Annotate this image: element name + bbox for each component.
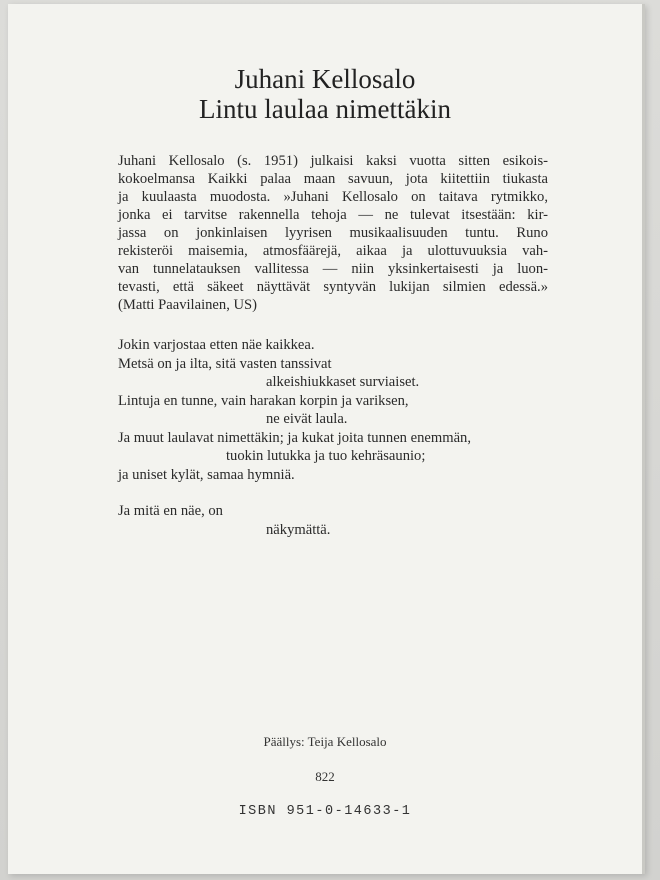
poem-line: alkeishiukkaset surviaiset.	[266, 374, 420, 390]
blurb-text	[118, 152, 548, 314]
poem-line: Metsä on ja ilta, sitä vasten tanssivat	[118, 355, 332, 372]
blurb-line: van tunnelatauksen vallitessa — niin yksinkertaisesti ja luon-	[118, 261, 548, 277]
poem-line: tuokin lutukka ja tuo kehräsaunio;	[226, 448, 426, 464]
blurb-line: rekisteröi maisemia, atmosfäärejä, aikaa ja ulottuvuuksia vah-	[118, 243, 548, 259]
blurb-line: kokoelmansa Kaikki palaa maan savuun, jota kiitettiin tiukasta	[118, 171, 548, 187]
poem-line: ne eivät laula.	[266, 411, 348, 427]
blurb-line: tevasti, että säkeet näyttävät syntyvän lukijan silmien edessä.»	[118, 279, 548, 295]
author-name: Juhani Kellosalo	[234, 64, 416, 94]
blurb-line: ja kuulaasta muodosta. »Juhani Kellosalo on taitava rytmikko,	[118, 189, 548, 205]
cover-credit: Päällys: Teija Kellosalo	[263, 734, 387, 749]
series-number: 822	[315, 769, 335, 784]
poem-line: ja uniset kylät, samaa hymniä.	[118, 466, 295, 483]
poem-line: näkymättä.	[266, 521, 331, 538]
blurb-line: Juhani Kellosalo (s. 1951) julkaisi kaksi vuotta sitten esikois-	[118, 153, 548, 169]
poem-line: Ja muut laulavat nimettäkin; ja kukat joita tunnen enemmän,	[118, 429, 471, 446]
poem-line: Ja mitä en näe, on	[118, 503, 223, 519]
poem-line: Lintuja en tunne, vain harakan korpin ja variksen,	[118, 392, 409, 409]
book-title: Lintu laulaa nimettäkin	[199, 94, 451, 124]
book-back-cover	[8, 4, 645, 874]
blurb-line: jonka ei tarvitse rakennella tehoja — ne tulevat itsestään: kir-	[118, 207, 548, 223]
isbn: ISBN 951-0-14633-1	[238, 804, 412, 819]
blurb-line: jassa on jonkinlaisen lyyrisen musikaalisuuden tuntu. Runo	[118, 225, 548, 241]
stanza-gap	[118, 484, 558, 502]
poem-line: Jokin varjostaa etten näe kaikkea.	[118, 337, 315, 353]
title-block	[8, 64, 642, 124]
blurb-citation: (Matti Paavilainen, US)	[118, 297, 258, 313]
poem	[118, 336, 558, 539]
